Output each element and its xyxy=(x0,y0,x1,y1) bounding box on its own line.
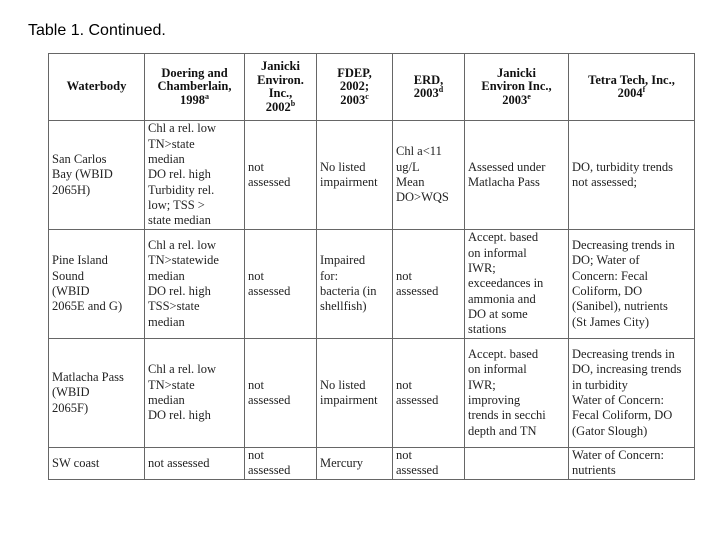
table-cell: Chl a rel. low TN>state median DO rel. high Turbidity rel. low; TSS > state median xyxy=(145,121,245,230)
table-cell: not assessed xyxy=(245,121,317,230)
table-cell: Matlacha Pass (WBID 2065F) xyxy=(49,339,145,448)
table-cell: No listed impairment xyxy=(317,339,393,448)
table-cell: not assessed xyxy=(145,448,245,480)
table-cell: not assessed xyxy=(393,339,465,448)
table-cell: not assessed xyxy=(245,339,317,448)
table-cell: Decreasing trends in DO, increasing trends in turbidity Water of Concern: Fecal Coliform, DO (Gator Slough) xyxy=(569,339,695,448)
table-cell: Assessed under Matlacha Pass xyxy=(465,121,569,230)
table-cell: Water of Concern: nutrients xyxy=(569,448,695,480)
table-cell: DO, turbidity trends not assessed; xyxy=(569,121,695,230)
header-waterbody: Waterbody xyxy=(49,54,145,121)
header-doering: Doering and Chamberlain, 1998$^a$ xyxy=(145,54,245,121)
table-cell: San Carlos Bay (WBID 2065H) xyxy=(49,121,145,230)
table-cell: not assessed xyxy=(393,448,465,480)
table-cell: Impaired for: bacteria (in shellfish) xyxy=(317,230,393,339)
header-tetra-tech: Tetra Tech, Inc., 2004$^f$ xyxy=(569,54,695,121)
table-cell: Chl a rel. low TN>state median DO rel. high xyxy=(145,339,245,448)
table-row xyxy=(49,230,695,339)
header-janicki-2003: Janicki Environ Inc., 2003e xyxy=(465,54,569,121)
table-cell: No listed impairment xyxy=(317,121,393,230)
header-fdep: FDEP, 2002; 2003$^c$ xyxy=(317,54,393,121)
table-cell: not assessed xyxy=(393,230,465,339)
table-row xyxy=(49,339,695,448)
table-cell: SW coast xyxy=(49,448,145,480)
table-cell: not assessed xyxy=(245,448,317,480)
table-row xyxy=(49,448,695,480)
table-cell xyxy=(465,448,569,480)
table-cell: Decreasing trends in DO; Water of Concern: Fecal Coliform, DO (Sanibel), nutrients (St James City) xyxy=(569,230,695,339)
table-cell: Chl a rel. low TN>statewide median DO rel. high TSS>state median xyxy=(145,230,245,339)
table-cell: not assessed xyxy=(245,230,317,339)
header-janicki-2002: Janicki Environ. Inc., 2002$^b$ xyxy=(245,54,317,121)
table-row xyxy=(49,121,695,230)
table-caption: Table 1. Continued. xyxy=(28,22,166,39)
header-row xyxy=(49,54,695,121)
data-table xyxy=(48,53,695,480)
header-erd: ERD, 2003$^d$ xyxy=(393,54,465,121)
table-cell: Chl a<11 ug/L Mean DO>WQS xyxy=(393,121,465,230)
table-cell: Accept. based on informal IWR; exceedances in ammonia and DO at some stations xyxy=(465,230,569,339)
table-cell: Mercury xyxy=(317,448,393,480)
table-cell: Accept. based on informal IWR; improving trends in secchi depth and TN xyxy=(465,339,569,448)
table-cell: Pine Island Sound (WBID 2065E and G) xyxy=(49,230,145,339)
